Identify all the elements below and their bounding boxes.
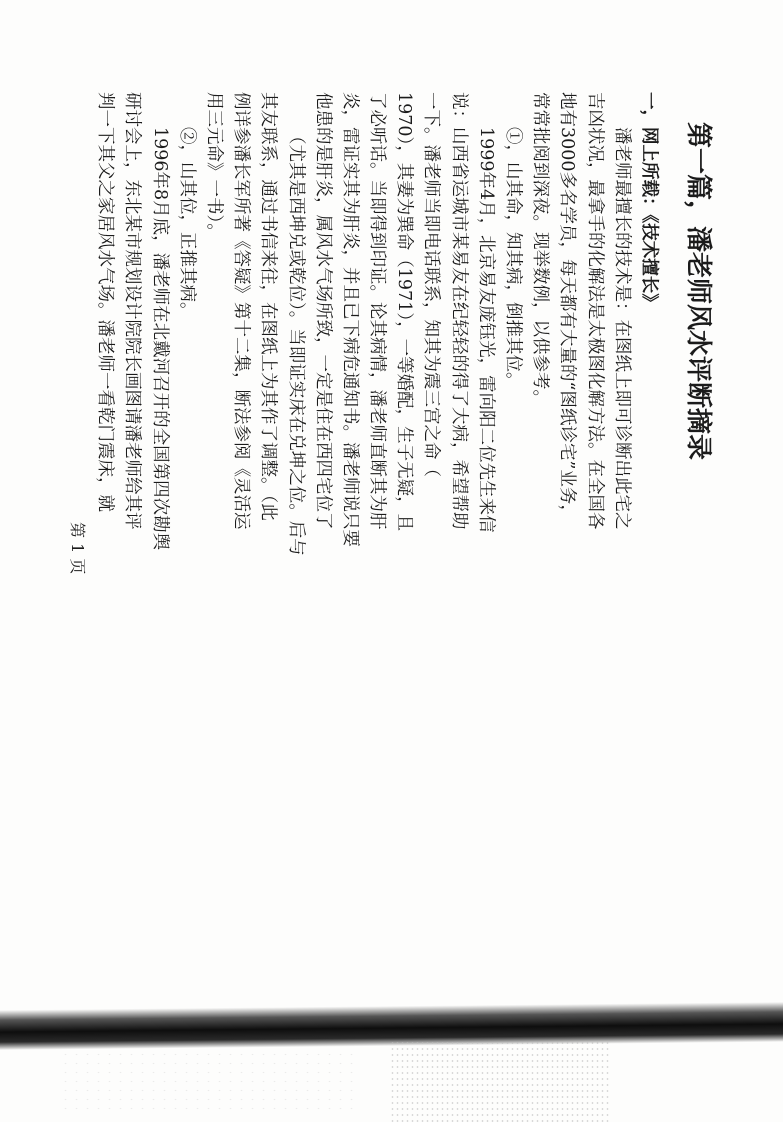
text-line: 研讨会上，东北某市规划设计院院长画图请潘老师给其评 xyxy=(122,92,143,530)
page-number: 第 1 页 xyxy=(68,522,88,575)
chapter-title: 第一篇，潘老师风水评断摘录 xyxy=(683,122,713,461)
text-line: 了必听话。当即得到印证。论其病情，潘老师直断其为肝 xyxy=(367,92,388,530)
scan-specks xyxy=(60,1050,360,1110)
rotated-text-block xyxy=(68,92,720,1092)
text-line: 常常批阅到深夜。现举数例，以供参考。 xyxy=(530,92,551,407)
text-line: 判一下其父之家居风水气场。潘老师一看乾门震床，就 xyxy=(95,92,116,512)
text-line: 炎，雷证实其为肝炎，并且已下病危通知书。潘老师说只要 xyxy=(339,92,360,547)
text-line: 1999年4月，北京易友庞钰光，雷向阳二位先生来信 xyxy=(475,127,496,533)
text-line: 1996年8月底，潘老师在北戴河召开的全国第四次勘舆 xyxy=(149,127,170,551)
text-line: 例详参潘长军所著《答疑》第十二集，断法参阅《灵活运 xyxy=(231,92,252,530)
text-line: 1970），其妻为巽命（1971），一等婚配，生子无疑，且 xyxy=(394,92,415,532)
text-line: 地有3000多名学员，每天都有大量的“图纸诊宅”业务， xyxy=(557,92,578,522)
text-line: （尤其是西坤兑或乾位）。当即证实床在兑坤之位。后与 xyxy=(285,127,306,556)
text-line: 用三元命》一书）。 xyxy=(204,92,224,241)
case-heading: ②，山其位，正推其病。 xyxy=(176,127,197,320)
section-heading: 一，网上所载：《技术擅长》 xyxy=(639,92,659,311)
text-line: 吉凶状况，最拿手的化解法是太极图化解方法。在全国各 xyxy=(584,92,605,530)
text-line: 他患的是肝炎，属风水气场所致，一定是住在西四宅位了 xyxy=(312,92,333,530)
text-line: 其友联系，通过书信来往，在图纸上为其作了调整。（此 xyxy=(258,92,279,521)
case-heading: ①，山其命，知其病，倒推其位。 xyxy=(503,127,524,390)
text-line: 潘老师最擅长的技术是：在图纸上即可诊断出此宅之 xyxy=(611,127,632,530)
text-line: 说：山西省运城市某易友在纪轻轻的得了大病，希望帮助 xyxy=(448,92,469,530)
text-line: 一下。潘老师当即电话联系，知其为震三宫之命（ xyxy=(421,92,442,477)
scan-noise xyxy=(390,1040,610,1122)
